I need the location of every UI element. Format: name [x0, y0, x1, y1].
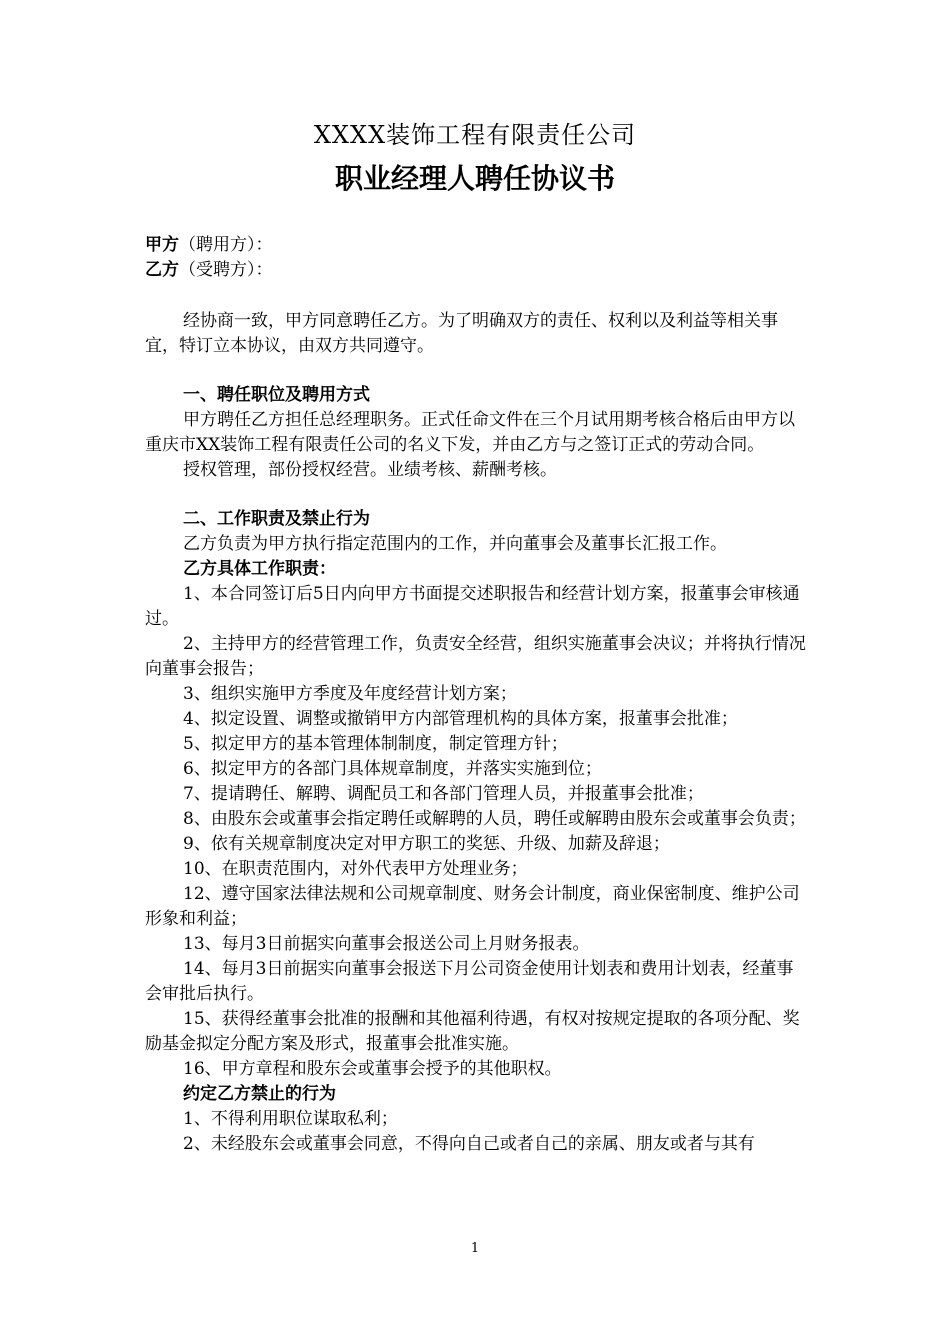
duty-item: 3、组织实施甲方季度及年度经营计划方案； — [183, 684, 517, 704]
party-b-label: 乙方 — [145, 260, 179, 280]
duty-item: 1、本合同签订后5日内向甲方书面提交述职报告和经营计划方案，报董事会审核通过。 — [145, 584, 800, 629]
page-number: 1 — [470, 1241, 480, 1256]
spacer — [145, 359, 810, 383]
duty-item: 9、依有关规章制度决定对甲方职工的奖惩、升级、加薪及辞退； — [183, 834, 670, 854]
duty-item: 16、甲方章程和股东会或董事会授予的其他职权。 — [183, 1059, 562, 1079]
section2-paragraph: 乙方负责为甲方执行指定范围内的工作，并向董事会及董事长汇报工作。 — [183, 534, 727, 554]
duties-heading: 乙方具体工作职责： — [183, 559, 336, 579]
duty-item: 6、拟定甲方的各部门具体规章制度，并落实实施到位； — [183, 759, 602, 779]
duty-item: 12、遵守国家法律法规和公司规章制度、财务会计制度，商业保密制度、维护公司形象和利益； — [145, 884, 800, 929]
duty-item: 10、在职责范围内，对外代表甲方处理业务； — [183, 859, 528, 879]
prohibited-item: 1、不得利用职位谋取私利； — [183, 1109, 398, 1129]
party-a-line — [145, 233, 810, 258]
section2-heading: 二、工作职责及禁止行为 — [183, 509, 370, 529]
duty-item: 7、提请聘任、解聘、调配员工和各部门管理人员，并报董事会批准； — [183, 784, 704, 804]
prohibited-item: 2、未经股东会或董事会同意，不得向自己或者自己的亲属、朋友或者与其有 — [183, 1134, 755, 1154]
duty-item: 5、拟定甲方的基本管理体制制度，制定管理方针； — [183, 734, 568, 754]
section1-heading: 一、聘任职位及聘用方式 — [183, 385, 370, 405]
prohibited-list — [145, 1107, 810, 1157]
document-body — [145, 233, 810, 1157]
duties-list — [145, 582, 810, 1082]
party-a-role: （聘用方）： — [179, 235, 273, 255]
section1-paragraph: 甲方聘任乙方担任总经理职务。正式任命文件在三个月试用期考核合格后由甲方以重庆市XX装饰工程有限责任公司的名义下发，并由乙方与之签订正式的劳动合同。 — [145, 410, 795, 455]
spacer — [145, 483, 810, 507]
duty-item: 8、由股东会或董事会指定聘任或解聘的人员，聘任或解聘由股东会或董事会负责； — [183, 809, 806, 829]
company-name: XXXX装饰工程有限责任公司 — [313, 121, 637, 149]
document-title: 职业经理人聘任协议书 — [334, 162, 615, 195]
party-a-label: 甲方 — [145, 235, 179, 255]
duty-item: 15、获得经董事会批准的报酬和其他福利待遇，有权对按规定提取的各项分配、奖励基金拟定分配方案及形式，报董事会批准实施。 — [145, 1009, 800, 1054]
prohibited-heading: 约定乙方禁止的行为 — [183, 1084, 336, 1104]
duty-item: 13、每月3日前据实向董事会报送公司上月财务报表。 — [183, 934, 590, 954]
duty-item: 14、每月3日前据实向董事会报送下月公司资金使用计划表和费用计划表，经董事会审批后执行。 — [145, 959, 794, 1004]
duty-item: 2、主持甲方的经营管理工作，负责安全经营，组织实施董事会决议；并将执行情况向董事会报告； — [145, 634, 806, 679]
party-b-line — [145, 258, 810, 283]
duty-item: 4、拟定设置、调整或撤销甲方内部管理机构的具体方案，报董事会批准； — [183, 709, 738, 729]
intro-paragraph: 经协商一致，甲方同意聘任乙方。为了明确双方的责任、权利以及利益等相关事宜，特订立本协议，由双方共同遵守。 — [145, 311, 778, 356]
spacer — [145, 283, 810, 309]
section1-paragraph: 授权管理，部份授权经营。业绩考核、薪酬考核。 — [183, 460, 557, 480]
party-b-role: （受聘方）： — [179, 260, 273, 280]
